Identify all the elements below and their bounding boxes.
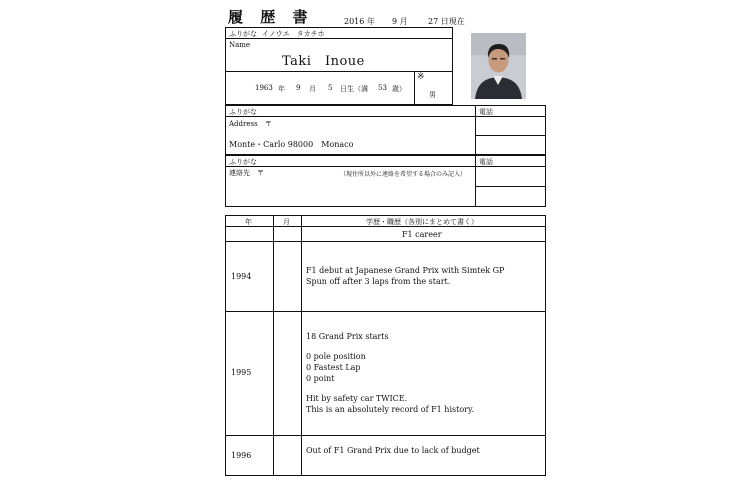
history-line: Hit by safety car TWICE. bbox=[306, 394, 408, 403]
profile-gender-divider bbox=[414, 71, 415, 105]
address-furigana-divider bbox=[225, 116, 475, 117]
contact-furigana-divider bbox=[225, 166, 475, 167]
name-furigana-value: イノウエ タカチホ bbox=[262, 30, 325, 38]
history-row-divider-1 bbox=[225, 241, 546, 242]
history-line: Out of F1 Grand Prix due to lack of budget bbox=[306, 446, 480, 455]
name-furigana-label: ふりがな bbox=[229, 30, 257, 38]
history-year-1994: 1994 bbox=[231, 272, 252, 281]
history-section-title: F1 career bbox=[402, 230, 442, 239]
address-furigana-label: ふりがな bbox=[229, 108, 257, 116]
gender-value: 男 bbox=[429, 91, 436, 99]
birth-year-unit: 年 bbox=[278, 85, 285, 93]
history-line: 0 pole position bbox=[306, 352, 366, 361]
history-year-1996: 1996 bbox=[231, 451, 252, 460]
profile-divider-1 bbox=[225, 38, 453, 39]
history-col-year: 年 bbox=[245, 218, 252, 226]
birth-day: 5 bbox=[328, 84, 333, 92]
address-phone-label: 電話 bbox=[479, 108, 493, 116]
date-month: 9 月 bbox=[392, 17, 408, 26]
history-col-month: 月 bbox=[283, 218, 290, 226]
date-year: 2016 年 bbox=[344, 17, 375, 26]
age-unit: 歳） bbox=[392, 85, 406, 93]
person-portrait-icon bbox=[471, 33, 526, 99]
contact-furigana-label: ふりがな bbox=[229, 158, 257, 166]
address-value: Monte・Carlo 98000 Monaco bbox=[229, 140, 354, 149]
history-line: 0 Fastest Lap bbox=[306, 363, 361, 372]
history-line: Spun off after 3 laps from the start. bbox=[306, 277, 451, 286]
history-col-detail: 学歴・職歴（各別にまとめて書く） bbox=[366, 218, 478, 226]
history-row-divider-3 bbox=[225, 435, 546, 436]
history-line: F1 debut at Japanese Grand Prix with Simtek GP bbox=[306, 266, 505, 275]
date-day: 27 日現在 bbox=[428, 17, 465, 26]
name-label: Name bbox=[229, 41, 251, 49]
history-year-1995: 1995 bbox=[231, 368, 252, 377]
gender-mark: ※ bbox=[417, 72, 425, 82]
document-title: 履 歴 書 bbox=[228, 8, 314, 26]
contact-note: （現住所以外に連絡を希望する場合のみ記入） bbox=[340, 171, 467, 178]
profile-photo bbox=[471, 33, 526, 99]
contact-phone-label: 電話 bbox=[479, 158, 493, 166]
birth-month-unit: 月 bbox=[309, 85, 316, 93]
birth-month: 9 bbox=[296, 84, 301, 92]
address-phone-divider bbox=[475, 105, 476, 155]
name-value: Taki Inoue bbox=[282, 54, 365, 69]
history-year-col-divider bbox=[273, 215, 274, 476]
birth-day-unit: 日生（満 bbox=[340, 85, 368, 93]
age-value: 53 bbox=[378, 84, 387, 92]
contact-phone-divider bbox=[475, 155, 476, 207]
history-line: 0 point bbox=[306, 374, 335, 383]
birth-year: 1963 bbox=[255, 84, 273, 92]
history-month-col-divider bbox=[301, 215, 302, 476]
history-line: 18 Grand Prix starts bbox=[306, 332, 389, 341]
address-phone-row-2 bbox=[475, 135, 546, 136]
contact-phone-row-2 bbox=[475, 186, 546, 187]
contact-box bbox=[225, 155, 546, 207]
history-line: This is an absolutely record of F1 history. bbox=[306, 405, 474, 414]
history-row-divider-2 bbox=[225, 311, 546, 312]
address-label: Address 〒 bbox=[229, 120, 272, 128]
contact-label: 連絡先 〒 bbox=[229, 169, 264, 177]
